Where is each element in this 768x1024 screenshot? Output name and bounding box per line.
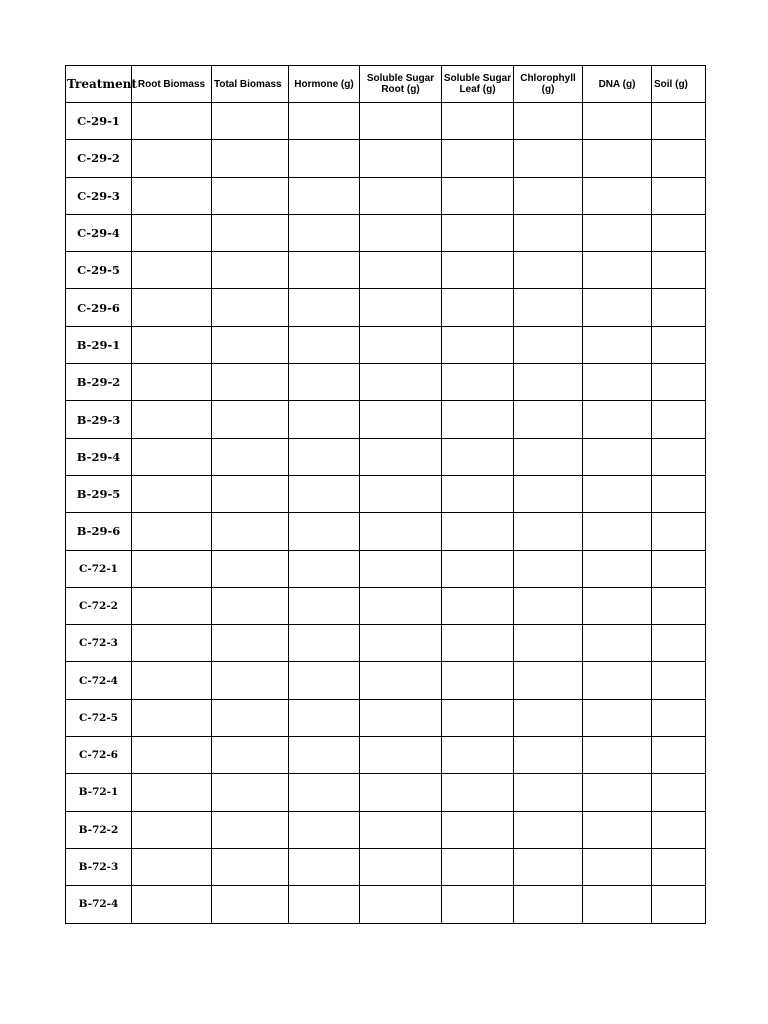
hormone-cell[interactable] (289, 177, 360, 214)
treatment-label: C-29-6 (66, 289, 132, 326)
dna-cell[interactable] (583, 475, 652, 512)
chlorophyll-cell[interactable] (514, 103, 583, 140)
treatment-label: C-29-4 (66, 214, 132, 251)
chlorophyll-cell[interactable] (514, 550, 583, 587)
soluble-sugar-leaf-cell[interactable] (442, 811, 514, 848)
root-biomass-cell[interactable] (132, 252, 212, 289)
treatment-label: B-72-3 (66, 848, 132, 885)
total-biomass-cell[interactable] (212, 475, 289, 512)
table-row (66, 140, 706, 177)
soluble-sugar-leaf-cell[interactable] (442, 699, 514, 736)
hormone-cell[interactable] (289, 550, 360, 587)
treatment-label: B-29-2 (66, 364, 132, 401)
chlorophyll-cell[interactable] (514, 625, 583, 662)
soil-cell[interactable] (652, 289, 706, 326)
table-row (66, 326, 706, 363)
soluble-sugar-root-cell[interactable] (360, 811, 442, 848)
total-biomass-cell[interactable] (212, 103, 289, 140)
soil-cell[interactable] (652, 625, 706, 662)
chlorophyll-cell[interactable] (514, 737, 583, 774)
chlorophyll-cell[interactable] (514, 364, 583, 401)
soil-cell[interactable] (652, 475, 706, 512)
root-biomass-cell[interactable] (132, 513, 212, 550)
chlorophyll-cell[interactable] (514, 289, 583, 326)
dna-cell[interactable] (583, 438, 652, 475)
soluble-sugar-leaf-cell[interactable] (442, 737, 514, 774)
table-row (66, 513, 706, 550)
hormone-cell[interactable] (289, 848, 360, 885)
total-biomass-cell[interactable] (212, 848, 289, 885)
treatment-label: B-72-2 (66, 811, 132, 848)
dna-cell[interactable] (583, 401, 652, 438)
soluble-sugar-root-cell[interactable] (360, 886, 442, 923)
chlorophyll-cell[interactable] (514, 438, 583, 475)
soluble-sugar-root-cell[interactable] (360, 625, 442, 662)
total-biomass-cell[interactable] (212, 364, 289, 401)
dna-cell[interactable] (583, 811, 652, 848)
total-biomass-cell[interactable] (212, 662, 289, 699)
header-hormone: Hormone (g) (289, 66, 360, 103)
dna-cell[interactable] (583, 886, 652, 923)
soil-cell[interactable] (652, 886, 706, 923)
hormone-cell[interactable] (289, 513, 360, 550)
total-biomass-cell[interactable] (212, 326, 289, 363)
hormone-cell[interactable] (289, 140, 360, 177)
soil-cell[interactable] (652, 774, 706, 811)
treatment-label: C-29-1 (66, 103, 132, 140)
root-biomass-cell[interactable] (132, 438, 212, 475)
hormone-cell[interactable] (289, 103, 360, 140)
table-row (66, 848, 706, 885)
soluble-sugar-root-cell[interactable] (360, 587, 442, 624)
dna-cell[interactable] (583, 848, 652, 885)
soluble-sugar-root-cell[interactable] (360, 774, 442, 811)
dna-cell[interactable] (583, 177, 652, 214)
total-biomass-cell[interactable] (212, 774, 289, 811)
treatment-label: B-72-1 (66, 774, 132, 811)
treatment-label: B-72-4 (66, 886, 132, 923)
soluble-sugar-root-cell[interactable] (360, 848, 442, 885)
total-biomass-cell[interactable] (212, 699, 289, 736)
table-row (66, 214, 706, 251)
dna-cell[interactable] (583, 513, 652, 550)
table-row (66, 662, 706, 699)
soil-cell[interactable] (652, 811, 706, 848)
hormone-cell[interactable] (289, 699, 360, 736)
hormone-cell[interactable] (289, 326, 360, 363)
root-biomass-cell[interactable] (132, 699, 212, 736)
soluble-sugar-leaf-cell[interactable] (442, 513, 514, 550)
chlorophyll-cell[interactable] (514, 475, 583, 512)
hormone-cell[interactable] (289, 625, 360, 662)
root-biomass-cell[interactable] (132, 811, 212, 848)
header-chlorophyll: Chlorophyll (g) (514, 66, 583, 103)
soluble-sugar-root-cell[interactable] (360, 140, 442, 177)
table-row (66, 886, 706, 923)
table-body (66, 103, 706, 924)
soluble-sugar-root-cell[interactable] (360, 364, 442, 401)
table-row (66, 252, 706, 289)
dna-cell[interactable] (583, 289, 652, 326)
chlorophyll-cell[interactable] (514, 811, 583, 848)
soluble-sugar-leaf-cell[interactable] (442, 326, 514, 363)
soluble-sugar-leaf-cell[interactable] (442, 214, 514, 251)
root-biomass-cell[interactable] (132, 886, 212, 923)
table-row (66, 774, 706, 811)
header-row (66, 66, 706, 103)
table-row (66, 438, 706, 475)
hormone-cell[interactable] (289, 214, 360, 251)
treatment-label: B-29-4 (66, 438, 132, 475)
soil-cell[interactable] (652, 587, 706, 624)
hormone-cell[interactable] (289, 737, 360, 774)
treatment-label: B-29-5 (66, 475, 132, 512)
soluble-sugar-leaf-cell[interactable] (442, 401, 514, 438)
table-row (66, 289, 706, 326)
soluble-sugar-leaf-cell[interactable] (442, 438, 514, 475)
dna-cell[interactable] (583, 662, 652, 699)
chlorophyll-cell[interactable] (514, 401, 583, 438)
soluble-sugar-leaf-cell[interactable] (442, 774, 514, 811)
treatment-label: C-72-1 (66, 550, 132, 587)
chlorophyll-cell[interactable] (514, 699, 583, 736)
treatment-label: C-72-4 (66, 662, 132, 699)
chlorophyll-cell[interactable] (514, 214, 583, 251)
root-biomass-cell[interactable] (132, 177, 212, 214)
total-biomass-cell[interactable] (212, 438, 289, 475)
soluble-sugar-root-cell[interactable] (360, 401, 442, 438)
header-total-biomass: Total Biomass (212, 66, 289, 103)
soluble-sugar-root-cell[interactable] (360, 662, 442, 699)
soluble-sugar-root-cell[interactable] (360, 737, 442, 774)
chlorophyll-cell[interactable] (514, 140, 583, 177)
dna-cell[interactable] (583, 550, 652, 587)
soluble-sugar-leaf-cell[interactable] (442, 625, 514, 662)
chlorophyll-cell[interactable] (514, 326, 583, 363)
dna-cell[interactable] (583, 699, 652, 736)
soluble-sugar-leaf-cell[interactable] (442, 550, 514, 587)
table-row (66, 364, 706, 401)
chlorophyll-cell[interactable] (514, 513, 583, 550)
soil-cell[interactable] (652, 550, 706, 587)
treatment-label: B-29-3 (66, 401, 132, 438)
soluble-sugar-leaf-cell[interactable] (442, 886, 514, 923)
header-soil: Soil (g) (652, 66, 706, 103)
header-soluble-sugar-root: Soluble Sugar Root (g) (360, 66, 442, 103)
chlorophyll-cell[interactable] (514, 177, 583, 214)
soluble-sugar-root-cell[interactable] (360, 326, 442, 363)
root-biomass-cell[interactable] (132, 625, 212, 662)
treatment-label: B-29-1 (66, 326, 132, 363)
root-biomass-cell[interactable] (132, 737, 212, 774)
soil-cell[interactable] (652, 699, 706, 736)
hormone-cell[interactable] (289, 587, 360, 624)
table-row (66, 401, 706, 438)
soluble-sugar-leaf-cell[interactable] (442, 662, 514, 699)
treatment-label: C-72-5 (66, 699, 132, 736)
header-dna: DNA (g) (583, 66, 652, 103)
chlorophyll-cell[interactable] (514, 774, 583, 811)
soluble-sugar-leaf-cell[interactable] (442, 848, 514, 885)
soluble-sugar-root-cell[interactable] (360, 103, 442, 140)
total-biomass-cell[interactable] (212, 214, 289, 251)
hormone-cell[interactable] (289, 289, 360, 326)
root-biomass-cell[interactable] (132, 550, 212, 587)
soluble-sugar-root-cell[interactable] (360, 699, 442, 736)
dna-cell[interactable] (583, 140, 652, 177)
treatment-label: C-72-6 (66, 737, 132, 774)
soluble-sugar-leaf-cell[interactable] (442, 364, 514, 401)
total-biomass-cell[interactable] (212, 177, 289, 214)
soluble-sugar-root-cell[interactable] (360, 252, 442, 289)
soil-cell[interactable] (652, 662, 706, 699)
soluble-sugar-root-cell[interactable] (360, 513, 442, 550)
header-treatment: Treatment (66, 66, 132, 103)
total-biomass-cell[interactable] (212, 140, 289, 177)
soil-cell[interactable] (652, 252, 706, 289)
total-biomass-cell[interactable] (212, 587, 289, 624)
hormone-cell[interactable] (289, 886, 360, 923)
total-biomass-cell[interactable] (212, 289, 289, 326)
hormone-cell[interactable] (289, 774, 360, 811)
hormone-cell[interactable] (289, 662, 360, 699)
root-biomass-cell[interactable] (132, 103, 212, 140)
table-row (66, 737, 706, 774)
root-biomass-cell[interactable] (132, 401, 212, 438)
root-biomass-cell[interactable] (132, 214, 212, 251)
table-row (66, 625, 706, 662)
soil-cell[interactable] (652, 513, 706, 550)
soil-cell[interactable] (652, 364, 706, 401)
soil-cell[interactable] (652, 140, 706, 177)
soluble-sugar-leaf-cell[interactable] (442, 103, 514, 140)
root-biomass-cell[interactable] (132, 140, 212, 177)
total-biomass-cell[interactable] (212, 886, 289, 923)
dna-cell[interactable] (583, 587, 652, 624)
data-entry-table (65, 65, 706, 924)
header-soluble-sugar-leaf: Soluble Sugar Leaf (g) (442, 66, 514, 103)
dna-cell[interactable] (583, 214, 652, 251)
soluble-sugar-root-cell[interactable] (360, 214, 442, 251)
table-row (66, 177, 706, 214)
total-biomass-cell[interactable] (212, 625, 289, 662)
dna-cell[interactable] (583, 326, 652, 363)
dna-cell[interactable] (583, 364, 652, 401)
table-row (66, 811, 706, 848)
soil-cell[interactable] (652, 401, 706, 438)
root-biomass-cell[interactable] (132, 289, 212, 326)
soluble-sugar-root-cell[interactable] (360, 289, 442, 326)
table-row (66, 475, 706, 512)
chlorophyll-cell[interactable] (514, 587, 583, 624)
soluble-sugar-leaf-cell[interactable] (442, 140, 514, 177)
header-root-biomass: Root Biomass (132, 66, 212, 103)
soil-cell[interactable] (652, 737, 706, 774)
treatment-label: C-29-3 (66, 177, 132, 214)
soluble-sugar-leaf-cell[interactable] (442, 177, 514, 214)
dna-cell[interactable] (583, 252, 652, 289)
soluble-sugar-leaf-cell[interactable] (442, 587, 514, 624)
soil-cell[interactable] (652, 177, 706, 214)
root-biomass-cell[interactable] (132, 848, 212, 885)
root-biomass-cell[interactable] (132, 774, 212, 811)
hormone-cell[interactable] (289, 811, 360, 848)
soluble-sugar-leaf-cell[interactable] (442, 475, 514, 512)
dna-cell[interactable] (583, 103, 652, 140)
dna-cell[interactable] (583, 774, 652, 811)
soil-cell[interactable] (652, 214, 706, 251)
hormone-cell[interactable] (289, 252, 360, 289)
total-biomass-cell[interactable] (212, 811, 289, 848)
root-biomass-cell[interactable] (132, 662, 212, 699)
treatment-label: B-29-6 (66, 513, 132, 550)
root-biomass-cell[interactable] (132, 364, 212, 401)
treatment-label: C-29-5 (66, 252, 132, 289)
soluble-sugar-root-cell[interactable] (360, 177, 442, 214)
chlorophyll-cell[interactable] (514, 848, 583, 885)
total-biomass-cell[interactable] (212, 252, 289, 289)
root-biomass-cell[interactable] (132, 475, 212, 512)
chlorophyll-cell[interactable] (514, 886, 583, 923)
hormone-cell[interactable] (289, 438, 360, 475)
table-row (66, 699, 706, 736)
table-row (66, 103, 706, 140)
soil-cell[interactable] (652, 326, 706, 363)
root-biomass-cell[interactable] (132, 326, 212, 363)
soil-cell[interactable] (652, 103, 706, 140)
total-biomass-cell[interactable] (212, 513, 289, 550)
root-biomass-cell[interactable] (132, 587, 212, 624)
chlorophyll-cell[interactable] (514, 252, 583, 289)
treatment-label: C-29-2 (66, 140, 132, 177)
hormone-cell[interactable] (289, 401, 360, 438)
dna-cell[interactable] (583, 625, 652, 662)
soluble-sugar-leaf-cell[interactable] (442, 252, 514, 289)
soluble-sugar-root-cell[interactable] (360, 438, 442, 475)
soluble-sugar-root-cell[interactable] (360, 550, 442, 587)
dna-cell[interactable] (583, 737, 652, 774)
hormone-cell[interactable] (289, 364, 360, 401)
total-biomass-cell[interactable] (212, 550, 289, 587)
soil-cell[interactable] (652, 438, 706, 475)
soil-cell[interactable] (652, 848, 706, 885)
treatment-label: C-72-2 (66, 587, 132, 624)
soluble-sugar-leaf-cell[interactable] (442, 289, 514, 326)
hormone-cell[interactable] (289, 475, 360, 512)
table-row (66, 587, 706, 624)
table-row (66, 550, 706, 587)
total-biomass-cell[interactable] (212, 737, 289, 774)
soluble-sugar-root-cell[interactable] (360, 475, 442, 512)
total-biomass-cell[interactable] (212, 401, 289, 438)
chlorophyll-cell[interactable] (514, 662, 583, 699)
treatment-label: C-72-3 (66, 625, 132, 662)
